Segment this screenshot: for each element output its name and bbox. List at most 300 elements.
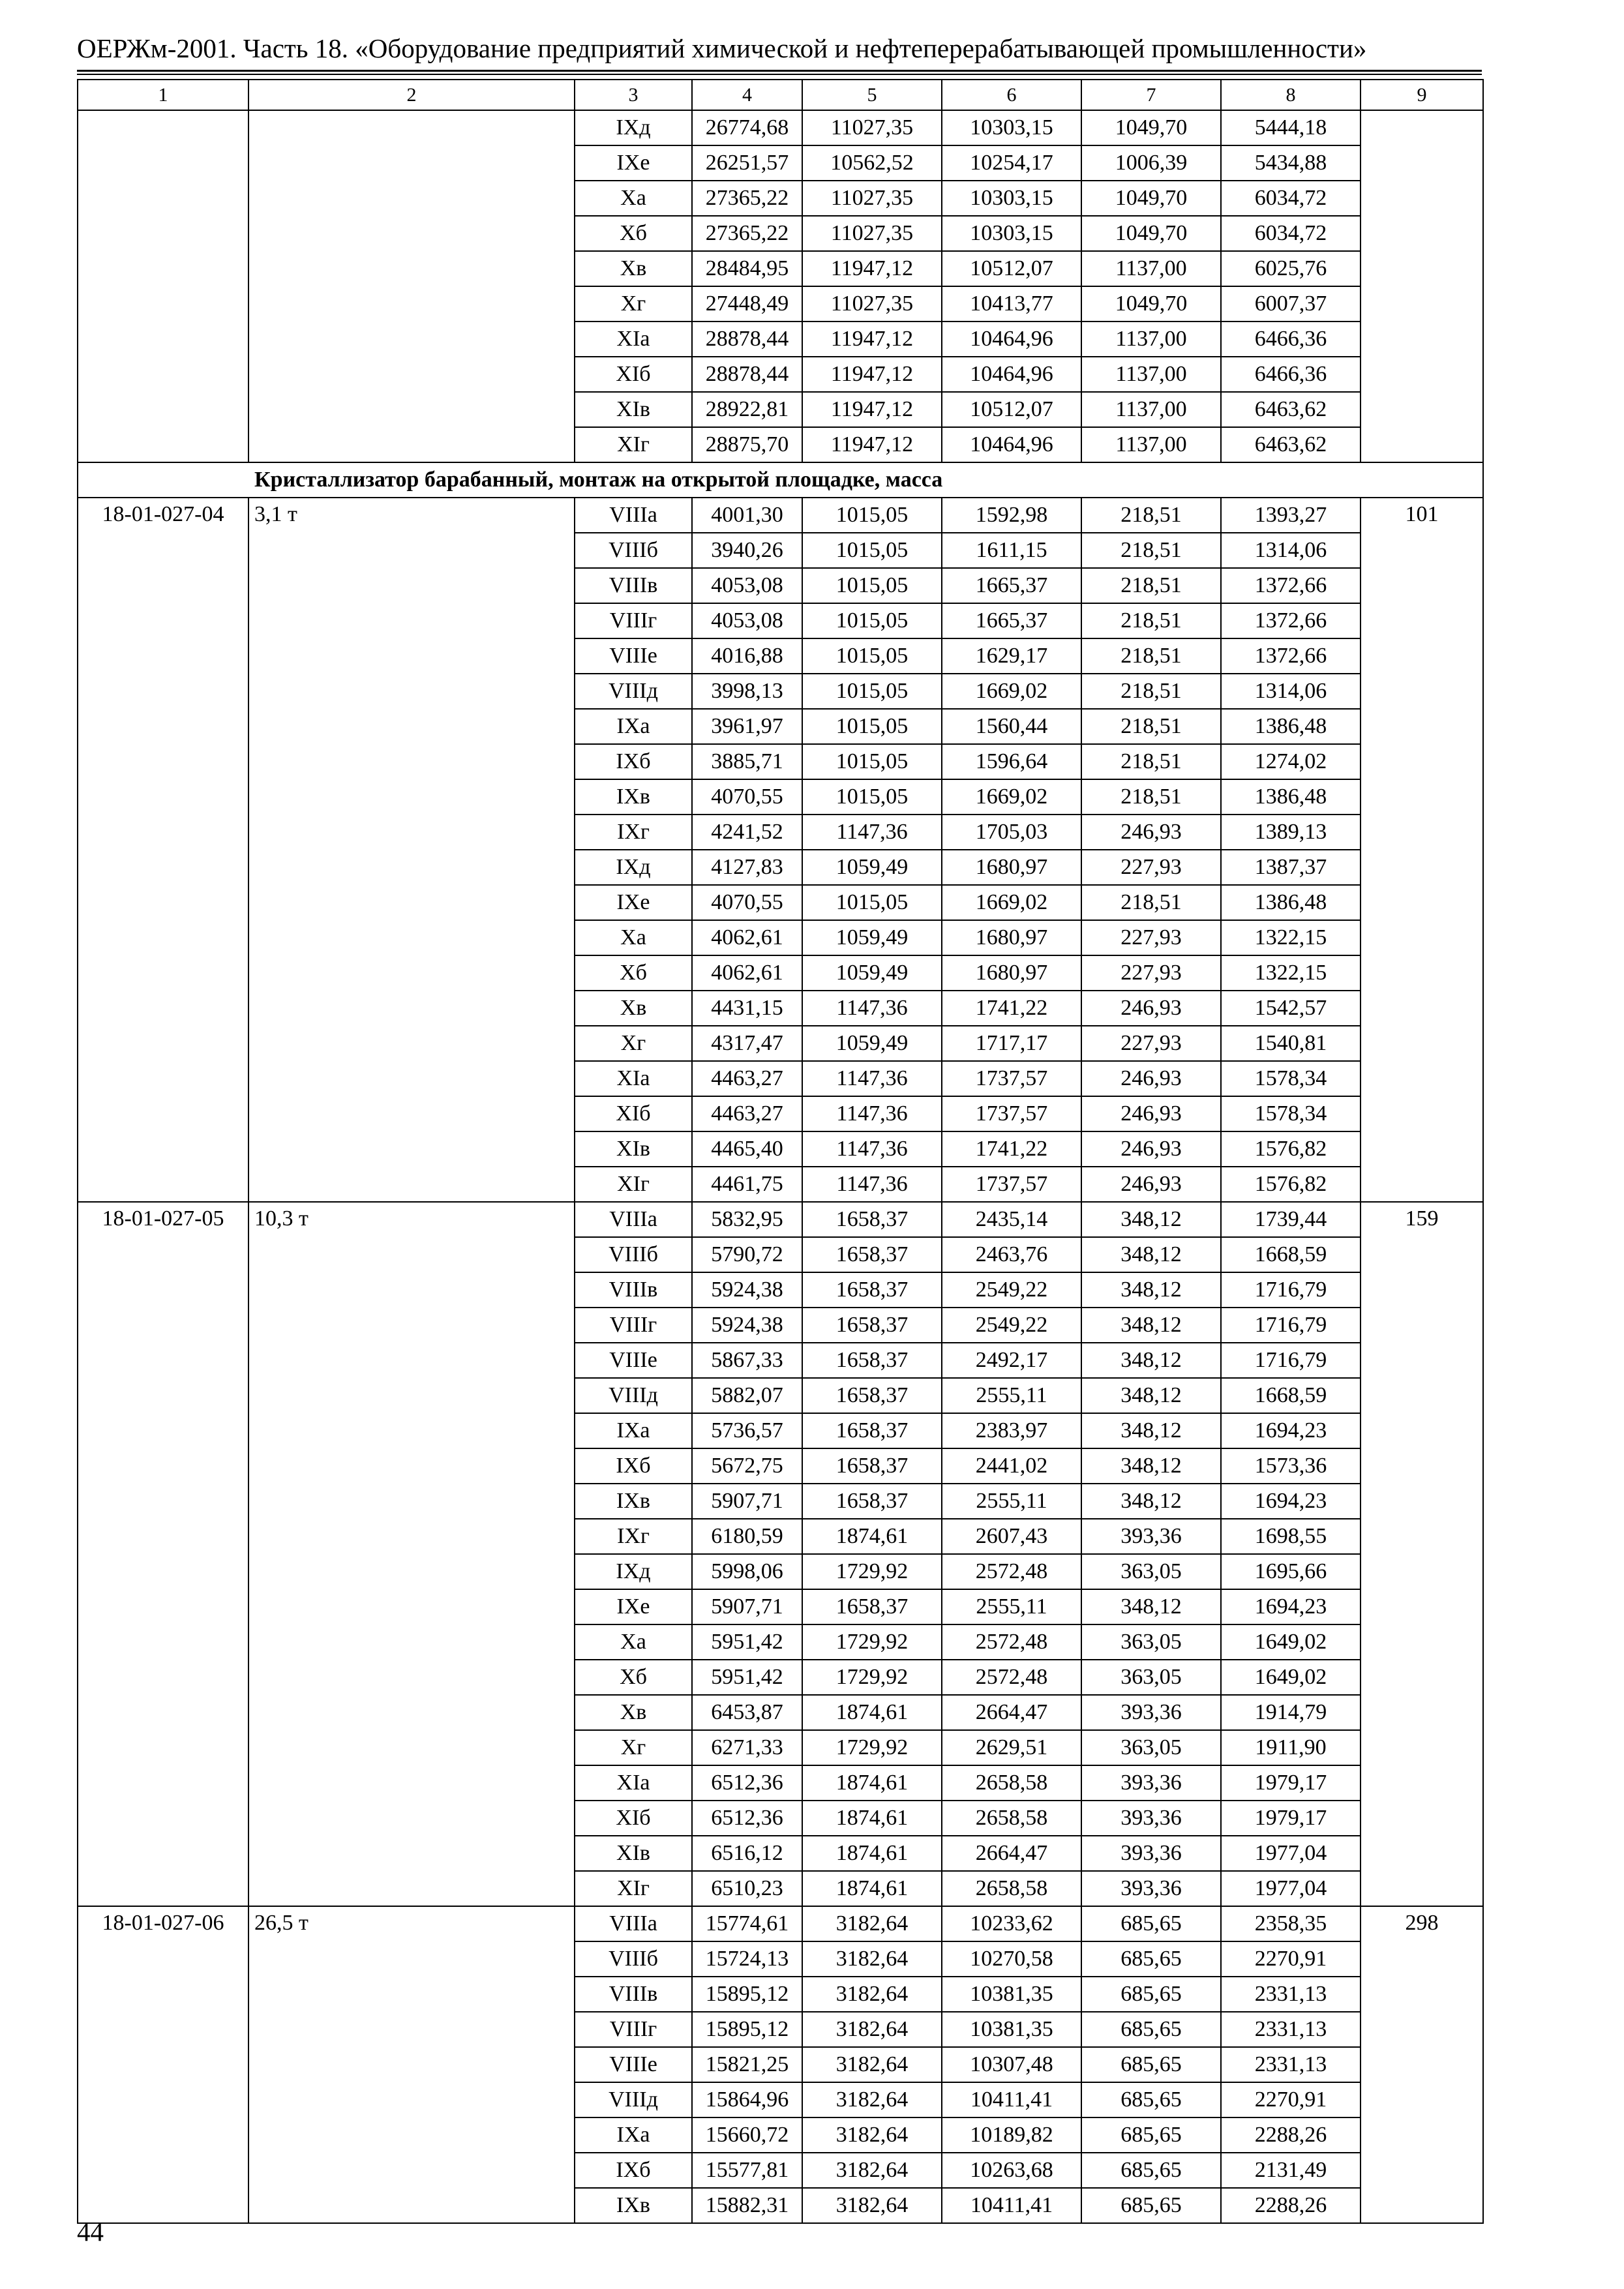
direct-costs-cell: 3998,13 — [692, 674, 802, 709]
rates-table — [77, 79, 1484, 2224]
machine-operation-cell: 1737,57 — [942, 1167, 1081, 1202]
labor-wages-cell: 1059,49 — [802, 920, 942, 955]
region-cell: VIIIд — [575, 674, 692, 709]
column-number: 2 — [248, 80, 575, 110]
machinist-wages-cell: 218,51 — [1081, 885, 1221, 920]
labor-wages-cell: 3182,64 — [802, 2188, 942, 2223]
labor-wages-cell: 1658,37 — [802, 1308, 942, 1343]
machinist-wages-cell: 685,65 — [1081, 2153, 1221, 2188]
direct-costs-cell: 28875,70 — [692, 427, 802, 462]
direct-costs-cell: 5907,71 — [692, 1484, 802, 1519]
direct-costs-cell: 28878,44 — [692, 357, 802, 392]
direct-costs-cell: 5907,71 — [692, 1589, 802, 1624]
labor-wages-cell: 1015,05 — [802, 779, 942, 815]
direct-costs-cell: 4463,27 — [692, 1061, 802, 1096]
column-number: 3 — [575, 80, 692, 110]
region-cell: VIIIг — [575, 603, 692, 638]
table-row — [78, 1906, 1483, 1941]
region-cell: IXб — [575, 2153, 692, 2188]
machine-operation-cell: 1629,17 — [942, 638, 1081, 674]
machinist-wages-cell: 348,12 — [1081, 1272, 1221, 1308]
direct-costs-cell: 26251,57 — [692, 145, 802, 181]
labor-norm: 159 — [1361, 1202, 1483, 1906]
machine-operation-cell: 2383,97 — [942, 1413, 1081, 1448]
materials-cell: 1372,66 — [1221, 638, 1361, 674]
materials-cell: 1372,66 — [1221, 568, 1361, 603]
table-row — [78, 1202, 1483, 1237]
machinist-wages-cell: 246,93 — [1081, 991, 1221, 1026]
region-cell: VIIIв — [575, 568, 692, 603]
materials-cell: 6466,36 — [1221, 357, 1361, 392]
materials-cell: 1979,17 — [1221, 1801, 1361, 1836]
materials-cell: 1739,44 — [1221, 1202, 1361, 1237]
region-cell: IXг — [575, 1519, 692, 1554]
direct-costs-cell: 5951,42 — [692, 1624, 802, 1660]
materials-cell: 2331,13 — [1221, 1977, 1361, 2012]
machine-operation-cell: 2555,11 — [942, 1484, 1081, 1519]
machinist-wages-cell: 1049,70 — [1081, 181, 1221, 216]
machine-operation-cell: 1596,64 — [942, 744, 1081, 779]
labor-wages-cell: 11947,12 — [802, 251, 942, 286]
labor-wages-cell: 3182,64 — [802, 2153, 942, 2188]
machinist-wages-cell: 1137,00 — [1081, 322, 1221, 357]
region-cell: XIб — [575, 1801, 692, 1836]
machinist-wages-cell: 393,36 — [1081, 1871, 1221, 1906]
machinist-wages-cell: 348,12 — [1081, 1308, 1221, 1343]
labor-wages-cell: 1147,36 — [802, 991, 942, 1026]
materials-cell: 1694,23 — [1221, 1413, 1361, 1448]
region-cell: Xг — [575, 1026, 692, 1061]
labor-wages-cell: 1015,05 — [802, 603, 942, 638]
column-number: 6 — [942, 80, 1081, 110]
direct-costs-cell: 4001,30 — [692, 498, 802, 533]
machinist-wages-cell: 218,51 — [1081, 498, 1221, 533]
labor-wages-cell: 1874,61 — [802, 1695, 942, 1730]
direct-costs-cell: 5882,07 — [692, 1378, 802, 1413]
machine-operation-cell: 1680,97 — [942, 850, 1081, 885]
region-cell: Xа — [575, 181, 692, 216]
labor-wages-cell: 1658,37 — [802, 1343, 942, 1378]
empty-code-cell — [78, 110, 248, 462]
machine-operation-cell: 1665,37 — [942, 568, 1081, 603]
machinist-wages-cell: 227,93 — [1081, 920, 1221, 955]
machine-operation-cell: 2492,17 — [942, 1343, 1081, 1378]
labor-wages-cell: 1729,92 — [802, 1730, 942, 1765]
machine-operation-cell: 2664,47 — [942, 1836, 1081, 1871]
column-number-row — [78, 80, 1483, 110]
region-cell: XIв — [575, 392, 692, 427]
machinist-wages-cell: 393,36 — [1081, 1765, 1221, 1801]
machinist-wages-cell: 218,51 — [1081, 709, 1221, 744]
machine-operation-cell: 1717,17 — [942, 1026, 1081, 1061]
labor-wages-cell: 1015,05 — [802, 638, 942, 674]
machinist-wages-cell: 218,51 — [1081, 744, 1221, 779]
direct-costs-cell: 27448,49 — [692, 286, 802, 322]
machine-operation-cell: 2555,11 — [942, 1378, 1081, 1413]
rate-code: 18-01-027-04 — [78, 498, 248, 1202]
section-title: Кристаллизатор барабанный, монтаж на открытой площадке, масса — [78, 462, 1483, 498]
materials-cell: 6463,62 — [1221, 427, 1361, 462]
labor-wages-cell: 1015,05 — [802, 744, 942, 779]
labor-wages-cell: 1059,49 — [802, 955, 942, 991]
direct-costs-cell: 15895,12 — [692, 1977, 802, 2012]
materials-cell: 6034,72 — [1221, 181, 1361, 216]
machinist-wages-cell: 685,65 — [1081, 2012, 1221, 2047]
machine-operation-cell: 10270,58 — [942, 1941, 1081, 1977]
machinist-wages-cell: 227,93 — [1081, 850, 1221, 885]
direct-costs-cell: 6271,33 — [692, 1730, 802, 1765]
region-cell: IXе — [575, 885, 692, 920]
machinist-wages-cell: 348,12 — [1081, 1448, 1221, 1484]
machinist-wages-cell: 348,12 — [1081, 1484, 1221, 1519]
direct-costs-cell: 15895,12 — [692, 2012, 802, 2047]
machine-operation-cell: 1680,97 — [942, 955, 1081, 991]
labor-wages-cell: 10562,52 — [802, 145, 942, 181]
direct-costs-cell: 3940,26 — [692, 533, 802, 568]
labor-wages-cell: 11947,12 — [802, 322, 942, 357]
machine-operation-cell: 10307,48 — [942, 2047, 1081, 2082]
labor-wages-cell: 1658,37 — [802, 1413, 942, 1448]
labor-wages-cell: 1147,36 — [802, 1096, 942, 1131]
direct-costs-cell: 15774,61 — [692, 1906, 802, 1941]
region-cell: VIIIа — [575, 1202, 692, 1237]
direct-costs-cell: 4241,52 — [692, 815, 802, 850]
machine-operation-cell: 2572,48 — [942, 1660, 1081, 1695]
machine-operation-cell: 10512,07 — [942, 392, 1081, 427]
labor-wages-cell: 11027,35 — [802, 110, 942, 145]
machine-operation-cell: 10413,77 — [942, 286, 1081, 322]
labor-wages-cell: 3182,64 — [802, 2047, 942, 2082]
materials-cell: 6025,76 — [1221, 251, 1361, 286]
direct-costs-cell: 3885,71 — [692, 744, 802, 779]
region-cell: IXв — [575, 779, 692, 815]
table-body — [78, 80, 1483, 2223]
machinist-wages-cell: 685,65 — [1081, 2047, 1221, 2082]
materials-cell: 1977,04 — [1221, 1836, 1361, 1871]
region-cell: IXб — [575, 1448, 692, 1484]
region-cell: VIIIд — [575, 2082, 692, 2117]
machine-operation-cell: 10303,15 — [942, 181, 1081, 216]
direct-costs-cell: 4461,75 — [692, 1167, 802, 1202]
materials-cell: 1386,48 — [1221, 779, 1361, 815]
region-cell: XIг — [575, 1167, 692, 1202]
machinist-wages-cell: 246,93 — [1081, 1096, 1221, 1131]
direct-costs-cell: 4070,55 — [692, 885, 802, 920]
direct-costs-cell: 4127,83 — [692, 850, 802, 885]
column-number: 4 — [692, 80, 802, 110]
labor-wages-cell: 1874,61 — [802, 1519, 942, 1554]
machine-operation-cell: 10381,35 — [942, 2012, 1081, 2047]
machine-operation-cell: 1737,57 — [942, 1096, 1081, 1131]
direct-costs-cell: 3961,97 — [692, 709, 802, 744]
machinist-wages-cell: 1137,00 — [1081, 427, 1221, 462]
materials-cell: 1389,13 — [1221, 815, 1361, 850]
machinist-wages-cell: 246,93 — [1081, 1061, 1221, 1096]
region-cell: VIIIв — [575, 1977, 692, 2012]
region-cell: XIв — [575, 1836, 692, 1871]
machine-operation-cell: 10464,96 — [942, 427, 1081, 462]
direct-costs-cell: 4070,55 — [692, 779, 802, 815]
materials-cell: 1322,15 — [1221, 920, 1361, 955]
region-cell: Xг — [575, 286, 692, 322]
region-cell: VIIIа — [575, 498, 692, 533]
machinist-wages-cell: 218,51 — [1081, 568, 1221, 603]
machinist-wages-cell: 218,51 — [1081, 674, 1221, 709]
region-cell: Xа — [575, 920, 692, 955]
labor-wages-cell: 3182,64 — [802, 1941, 942, 1977]
region-cell: Xв — [575, 991, 692, 1026]
materials-cell: 1322,15 — [1221, 955, 1361, 991]
region-cell: XIг — [575, 1871, 692, 1906]
direct-costs-cell: 5998,06 — [692, 1554, 802, 1589]
materials-cell: 1578,34 — [1221, 1096, 1361, 1131]
region-cell: XIб — [575, 1096, 692, 1131]
labor-wages-cell: 11947,12 — [802, 392, 942, 427]
region-cell: XIа — [575, 322, 692, 357]
region-cell: IXе — [575, 145, 692, 181]
direct-costs-cell: 15882,31 — [692, 2188, 802, 2223]
materials-cell: 1694,23 — [1221, 1484, 1361, 1519]
labor-wages-cell: 11947,12 — [802, 357, 942, 392]
machinist-wages-cell: 348,12 — [1081, 1237, 1221, 1272]
labor-wages-cell: 1147,36 — [802, 815, 942, 850]
region-cell: VIIIе — [575, 638, 692, 674]
direct-costs-cell: 27365,22 — [692, 181, 802, 216]
labor-wages-cell: 1015,05 — [802, 533, 942, 568]
machinist-wages-cell: 1137,00 — [1081, 357, 1221, 392]
direct-costs-cell: 26774,68 — [692, 110, 802, 145]
direct-costs-cell: 15821,25 — [692, 2047, 802, 2082]
machine-operation-cell: 2555,11 — [942, 1589, 1081, 1624]
region-cell: Xг — [575, 1730, 692, 1765]
machinist-wages-cell: 246,93 — [1081, 815, 1221, 850]
machine-operation-cell: 2572,48 — [942, 1624, 1081, 1660]
labor-wages-cell: 11947,12 — [802, 427, 942, 462]
machine-operation-cell: 2658,58 — [942, 1871, 1081, 1906]
materials-cell: 5434,88 — [1221, 145, 1361, 181]
region-cell: Xв — [575, 1695, 692, 1730]
region-cell: XIа — [575, 1061, 692, 1096]
machinist-wages-cell: 218,51 — [1081, 533, 1221, 568]
labor-wages-cell: 1874,61 — [802, 1871, 942, 1906]
labor-wages-cell: 11027,35 — [802, 181, 942, 216]
region-cell: IXб — [575, 744, 692, 779]
labor-wages-cell: 11027,35 — [802, 216, 942, 251]
direct-costs-cell: 27365,22 — [692, 216, 802, 251]
region-cell: IXд — [575, 1554, 692, 1589]
machinist-wages-cell: 685,65 — [1081, 1906, 1221, 1941]
materials-cell: 1911,90 — [1221, 1730, 1361, 1765]
labor-wages-cell: 1658,37 — [802, 1448, 942, 1484]
region-cell: IXд — [575, 850, 692, 885]
materials-cell: 1578,34 — [1221, 1061, 1361, 1096]
region-cell: VIIIв — [575, 1272, 692, 1308]
labor-wages-cell: 1658,37 — [802, 1237, 942, 1272]
machine-operation-cell: 1669,02 — [942, 885, 1081, 920]
machinist-wages-cell: 218,51 — [1081, 779, 1221, 815]
labor-wages-cell: 3182,64 — [802, 2082, 942, 2117]
machinist-wages-cell: 218,51 — [1081, 603, 1221, 638]
machine-operation-cell: 2572,48 — [942, 1554, 1081, 1589]
machinist-wages-cell: 1049,70 — [1081, 286, 1221, 322]
machinist-wages-cell: 685,65 — [1081, 2117, 1221, 2153]
direct-costs-cell: 6510,23 — [692, 1871, 802, 1906]
materials-cell: 6466,36 — [1221, 322, 1361, 357]
equipment-mass: 3,1 т — [248, 498, 575, 1202]
direct-costs-cell: 6512,36 — [692, 1765, 802, 1801]
section-title-row — [78, 462, 1483, 498]
header-rule-bottom — [77, 74, 1482, 75]
machinist-wages-cell: 363,05 — [1081, 1660, 1221, 1695]
region-cell: VIIIе — [575, 1343, 692, 1378]
labor-wages-cell: 1015,05 — [802, 709, 942, 744]
labor-wages-cell: 1658,37 — [802, 1272, 942, 1308]
machine-operation-cell: 10464,96 — [942, 357, 1081, 392]
direct-costs-cell: 6453,87 — [692, 1695, 802, 1730]
direct-costs-cell: 4431,15 — [692, 991, 802, 1026]
machine-operation-cell: 2658,58 — [942, 1801, 1081, 1836]
column-number: 7 — [1081, 80, 1221, 110]
materials-cell: 1716,79 — [1221, 1308, 1361, 1343]
materials-cell: 1668,59 — [1221, 1237, 1361, 1272]
machine-operation-cell: 10263,68 — [942, 2153, 1081, 2188]
materials-cell: 2288,26 — [1221, 2117, 1361, 2153]
direct-costs-cell: 4016,88 — [692, 638, 802, 674]
machine-operation-cell: 1669,02 — [942, 674, 1081, 709]
machinist-wages-cell: 363,05 — [1081, 1554, 1221, 1589]
direct-costs-cell: 5924,38 — [692, 1272, 802, 1308]
machine-operation-cell: 10303,15 — [942, 216, 1081, 251]
labor-wages-cell: 1015,05 — [802, 674, 942, 709]
machinist-wages-cell: 393,36 — [1081, 1695, 1221, 1730]
materials-cell: 6463,62 — [1221, 392, 1361, 427]
materials-cell: 2270,91 — [1221, 1941, 1361, 1977]
machine-operation-cell: 2549,22 — [942, 1272, 1081, 1308]
direct-costs-cell: 15577,81 — [692, 2153, 802, 2188]
machinist-wages-cell: 393,36 — [1081, 1519, 1221, 1554]
direct-costs-cell: 5924,38 — [692, 1308, 802, 1343]
materials-cell: 1542,57 — [1221, 991, 1361, 1026]
direct-costs-cell: 28922,81 — [692, 392, 802, 427]
machinist-wages-cell: 685,65 — [1081, 1977, 1221, 2012]
machinist-wages-cell: 348,12 — [1081, 1589, 1221, 1624]
direct-costs-cell: 4053,08 — [692, 603, 802, 638]
region-cell: VIIIа — [575, 1906, 692, 1941]
machine-operation-cell: 1669,02 — [942, 779, 1081, 815]
machine-operation-cell: 2441,02 — [942, 1448, 1081, 1484]
machine-operation-cell: 1680,97 — [942, 920, 1081, 955]
labor-wages-cell: 11027,35 — [802, 286, 942, 322]
empty-desc-cell — [248, 110, 575, 462]
region-cell: IXа — [575, 709, 692, 744]
materials-cell: 6007,37 — [1221, 286, 1361, 322]
machine-operation-cell: 1592,98 — [942, 498, 1081, 533]
materials-cell: 1274,02 — [1221, 744, 1361, 779]
machinist-wages-cell: 246,93 — [1081, 1131, 1221, 1167]
materials-cell: 1977,04 — [1221, 1871, 1361, 1906]
machinist-wages-cell: 348,12 — [1081, 1202, 1221, 1237]
labor-wages-cell: 1658,37 — [802, 1484, 942, 1519]
column-number: 5 — [802, 80, 942, 110]
labor-wages-cell: 1147,36 — [802, 1131, 942, 1167]
materials-cell: 1573,36 — [1221, 1448, 1361, 1484]
labor-wages-cell: 1729,92 — [802, 1554, 942, 1589]
direct-costs-cell: 5736,57 — [692, 1413, 802, 1448]
machine-operation-cell: 10464,96 — [942, 322, 1081, 357]
direct-costs-cell: 6516,12 — [692, 1836, 802, 1871]
region-cell: IXа — [575, 2117, 692, 2153]
labor-wages-cell: 1658,37 — [802, 1589, 942, 1624]
materials-cell: 1393,27 — [1221, 498, 1361, 533]
labor-wages-cell: 1015,05 — [802, 885, 942, 920]
column-number: 9 — [1361, 80, 1483, 110]
direct-costs-cell: 5672,75 — [692, 1448, 802, 1484]
region-cell: IXг — [575, 815, 692, 850]
direct-costs-cell: 15724,13 — [692, 1941, 802, 1977]
machine-operation-cell: 1560,44 — [942, 709, 1081, 744]
labor-wages-cell: 1147,36 — [802, 1061, 942, 1096]
machine-operation-cell: 10254,17 — [942, 145, 1081, 181]
materials-cell: 1694,23 — [1221, 1589, 1361, 1624]
header-rule-top — [77, 70, 1482, 72]
machinist-wages-cell: 218,51 — [1081, 638, 1221, 674]
machinist-wages-cell: 393,36 — [1081, 1836, 1221, 1871]
materials-cell: 1386,48 — [1221, 885, 1361, 920]
materials-cell: 1314,06 — [1221, 674, 1361, 709]
machinist-wages-cell: 685,65 — [1081, 1941, 1221, 1977]
machinist-wages-cell: 348,12 — [1081, 1378, 1221, 1413]
labor-wages-cell: 1729,92 — [802, 1660, 942, 1695]
rate-code: 18-01-027-06 — [78, 1906, 248, 2223]
labor-wages-cell: 1147,36 — [802, 1167, 942, 1202]
materials-cell: 1649,02 — [1221, 1660, 1361, 1695]
region-cell: VIIIг — [575, 2012, 692, 2047]
region-cell: IXе — [575, 1589, 692, 1624]
column-number: 8 — [1221, 80, 1361, 110]
region-cell: XIг — [575, 427, 692, 462]
region-cell: VIIIд — [575, 1378, 692, 1413]
direct-costs-cell: 4465,40 — [692, 1131, 802, 1167]
machinist-wages-cell: 246,93 — [1081, 1167, 1221, 1202]
region-cell: IXв — [575, 2188, 692, 2223]
labor-wages-cell: 1874,61 — [802, 1765, 942, 1801]
materials-cell: 2288,26 — [1221, 2188, 1361, 2223]
labor-wages-cell: 1874,61 — [802, 1836, 942, 1871]
direct-costs-cell: 5867,33 — [692, 1343, 802, 1378]
machinist-wages-cell: 363,05 — [1081, 1730, 1221, 1765]
machinist-wages-cell: 227,93 — [1081, 1026, 1221, 1061]
direct-costs-cell: 5790,72 — [692, 1237, 802, 1272]
table-row — [78, 498, 1483, 533]
direct-costs-cell: 4463,27 — [692, 1096, 802, 1131]
materials-cell: 1698,55 — [1221, 1519, 1361, 1554]
machinist-wages-cell: 363,05 — [1081, 1624, 1221, 1660]
materials-cell: 2131,49 — [1221, 2153, 1361, 2188]
materials-cell: 2358,35 — [1221, 1906, 1361, 1941]
labor-wages-cell: 1729,92 — [802, 1624, 942, 1660]
machinist-wages-cell: 685,65 — [1081, 2082, 1221, 2117]
labor-wages-cell: 1658,37 — [802, 1378, 942, 1413]
materials-cell: 2331,13 — [1221, 2047, 1361, 2082]
machinist-wages-cell: 1137,00 — [1081, 392, 1221, 427]
labor-wages-cell: 3182,64 — [802, 2117, 942, 2153]
materials-cell: 1716,79 — [1221, 1272, 1361, 1308]
direct-costs-cell: 4317,47 — [692, 1026, 802, 1061]
region-cell: Xа — [575, 1624, 692, 1660]
region-cell: Xв — [575, 251, 692, 286]
region-cell: VIIIг — [575, 1308, 692, 1343]
direct-costs-cell: 5832,95 — [692, 1202, 802, 1237]
